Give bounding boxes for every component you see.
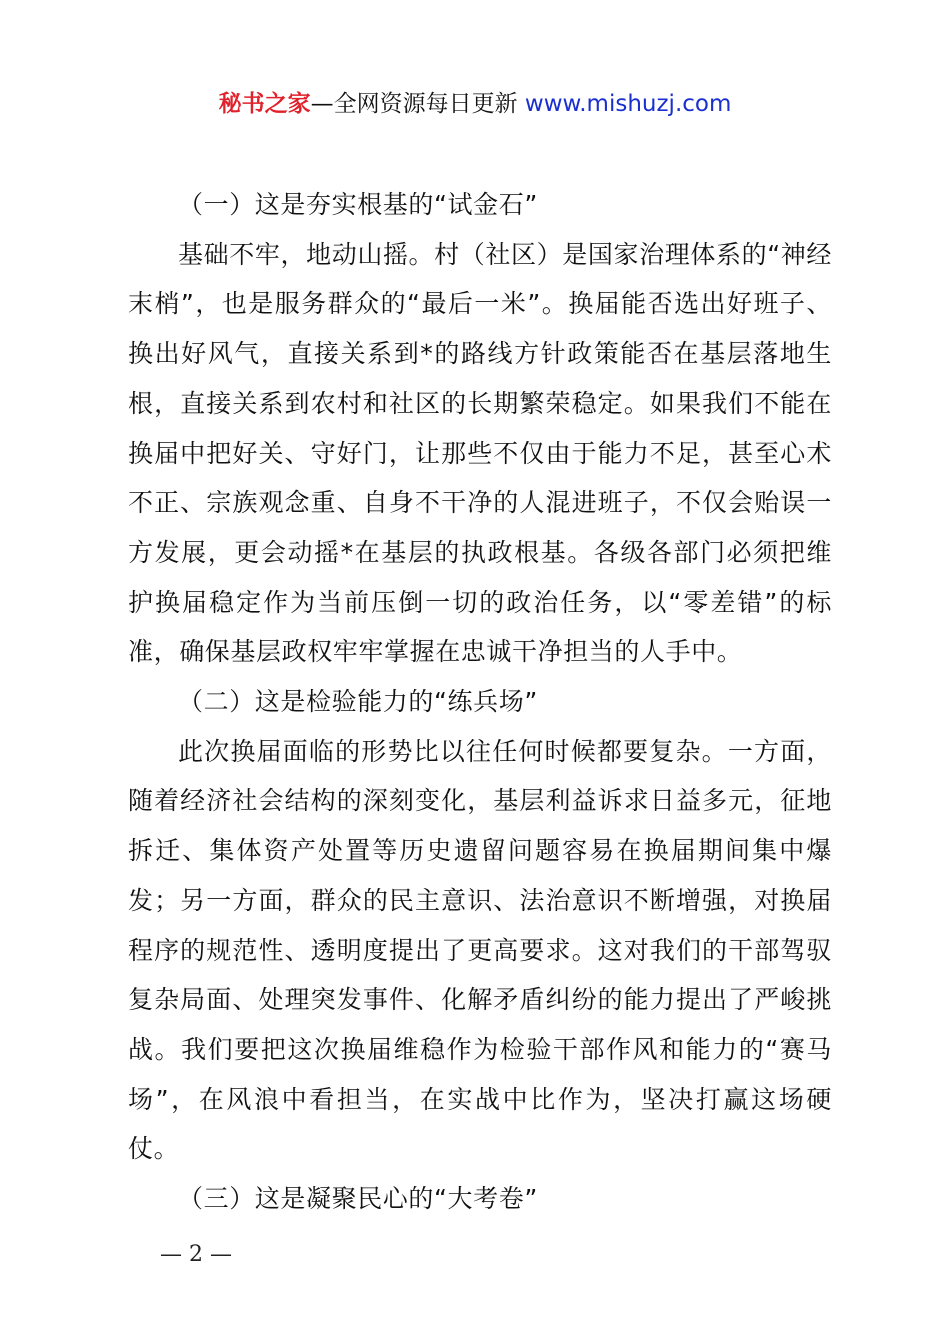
header-tagline: —全网资源每日更新	[310, 91, 525, 117]
brand-name: 秘书之家	[218, 91, 311, 117]
section-paragraph-1: 基础不牢，地动山摇。村（社区）是国家治理体系的“神经末梢”，也是服务群众的“最后一米”。换届能否选出好班子、换出好风气，直接关系到*的路线方针政策能否在基层落地生根，直接关系到农村和社区的长期繁荣稳定。如果我们不能在换届中把好关、守好门，让那些不仅由于能力不足，甚至心术不正、宗族观念重、自身不干净的人混进班子，不仅会贻误一方发展，更会动摇*在基层的执政根基。各级各部门必须把维护换届稳定作为当前压倒一切的政治任务，以“零差错”的标准，确保基层政权牢牢掌握在忠诚干净担当的人手中。	[128, 239, 832, 667]
section-heading-1: （一）这是夯实根基的“试金石”	[178, 190, 538, 219]
section-heading-2: （二）这是检验能力的“练兵场”	[178, 687, 538, 717]
section-paragraph-2: 此次换届面临的形势比以往任何时候都要复杂。一方面，随着经济社会结构的深刻变化，基层利益诉求日益多元，征地拆迁、集体资产处置等历史遗留问题容易在换届期间集中爆发；另一方面，群众的民主意识、法治意识不断增强，对换届程序的规范性、透明度提出了更高要求。这对我们的干部驾驭复杂局面、处理突发事件、化解矛盾纠纷的能力提出了严峻挑战。我们要把这次换届维稳作为检验干部作风和能力的“赛马场”，在风浪中看担当，在实战中比作为，坚决打赢这场硬仗。	[128, 736, 832, 1164]
site-watermark-header	[0, 88, 950, 120]
page-number: — 2 —	[160, 1242, 232, 1267]
site-url-link[interactable]: www.mishuzj.com	[524, 91, 732, 117]
document-body	[128, 180, 832, 1224]
section-heading-3: （三）这是凝聚民心的“大考卷”	[178, 1184, 538, 1214]
